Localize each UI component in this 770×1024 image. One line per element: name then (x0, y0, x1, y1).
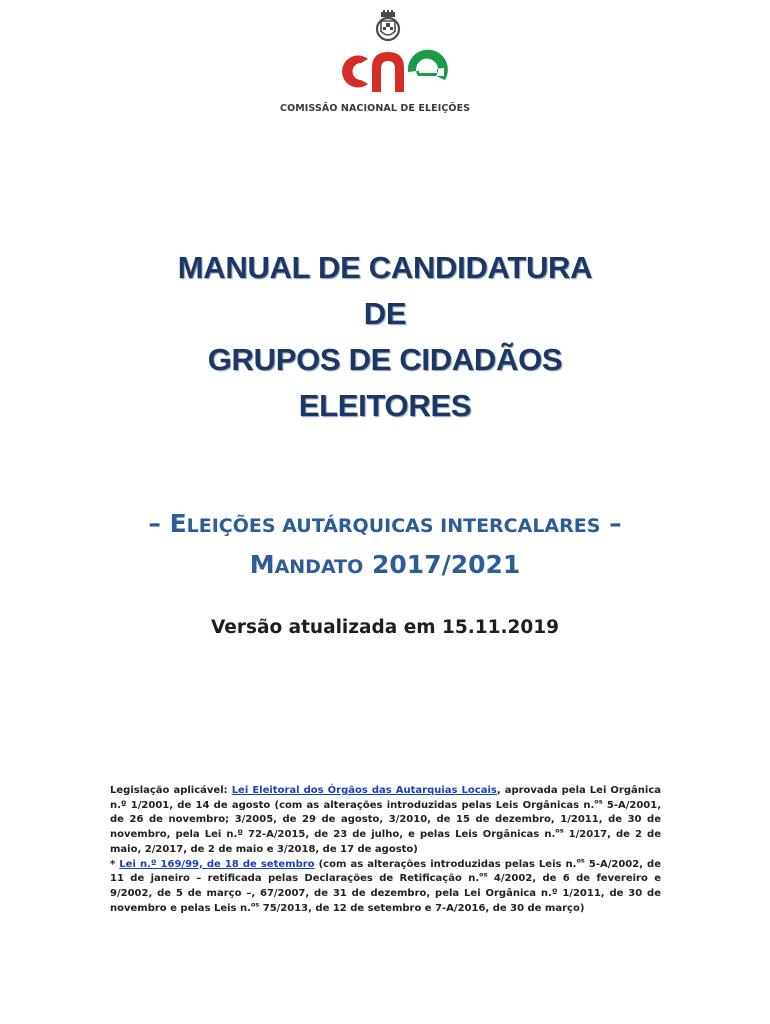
document-subtitle (40, 505, 730, 587)
title-line-3: GRUPOS DE CIDADÃOS (207, 342, 563, 377)
lei-eleitoral-link[interactable]: Lei Eleitoral dos Órgãos das Autarquias Locais (231, 785, 497, 796)
title-line-2: DE (363, 296, 407, 331)
coat-of-arms-icon (377, 10, 399, 40)
title-line-4: ELEITORES (298, 388, 472, 423)
title-line-1: MANUAL DE CANDIDATURA (177, 250, 593, 285)
lei-169-99-link[interactable]: Lei n.º 169/99, de 18 de setembro (119, 858, 315, 870)
logo-letter-n (372, 52, 404, 92)
logo-letter-e (408, 50, 448, 80)
legislation-paragraph-2: * Lei n.º 169/99, de 18 de setembro (com as alterações introduzidas pelas Leis n.$^{os}$ 5-A/2002, de 11 de janeiro – retificada pelas Declarações de Retificação n.$^{os}$ 4/2002, de 6 de fevereiro e 9/2002, de 5 de março –, 67/2007, de 31 de dezembro, pela Lei Orgânica n.º 1/2011, de 30 de novembro e pelas Leis n.$^{os}$ 75/2013, de 12 de setembro e 7-A/2016, de 30 de março) (110, 856, 661, 914)
subtitle-line-1: – ELEIÇÕES AUTÁRQUICAS INTERCALARES – (148, 509, 622, 538)
organization-name: COMISSÃO NACIONAL DE ELEIÇÕES (280, 103, 471, 114)
legislation-note (110, 784, 661, 916)
document-title (60, 245, 710, 429)
cne-logo-mark (328, 10, 448, 100)
version-date: Versão atualizada em 15.11.2019 (210, 617, 559, 638)
logo-letter-c (342, 56, 368, 88)
subtitle-line-2: MANDATO 2017/2021 (249, 550, 521, 579)
cne-logo (280, 10, 495, 122)
legislation-paragraph-1: Legislação aplicável: Lei Eleitoral dos Órgãos das Autarquias Locais, aprovada pela Lei Orgânica n.º 1/2001, de 14 de agosto (com as alterações introduzidas pelas Leis Orgânicas n.$^{os}$ 5-A/2001, de 26 de novembro; 3/2005, de 29 de agosto, 3/2010, de 15 de dezembro, 1/2011, de 30 de novembro, pela Lei n.º 72-A/2015, de 23 de julho, e pelas Leis Orgânicas n.$^{os}$ 1/2017, de 2 de maio, 2/2017, de 2 de maio e 3/2018, de 17 de agosto) (110, 785, 661, 855)
